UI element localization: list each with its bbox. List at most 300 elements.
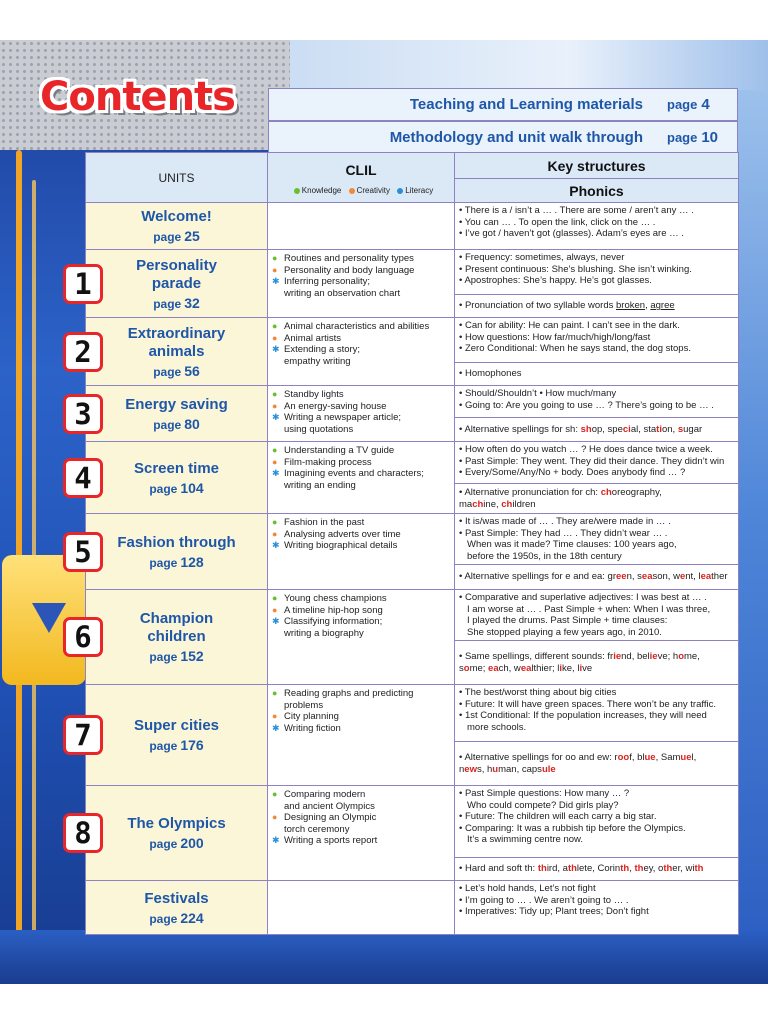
unit-name[interactable]: The Olympics [127,815,226,832]
key-structure-line: • Imperatives: Tidy up; Plant trees; Don’t fight [459,906,649,917]
unit-row[interactable] [86,514,739,565]
unit-page-number: 200 [180,835,204,851]
key-structure-line: • The best/worst thing about big cities [459,687,617,698]
unit-page-label: page [149,650,178,664]
phonics-cell [455,858,739,881]
clil-item-text: Understanding a TV guide [284,445,395,456]
phonics-line [459,651,734,663]
literacy-bullet-icon: ✱ [272,412,280,422]
knowledge-bullet-icon: ● [272,593,278,603]
key-structure-line: more schools. [467,721,527,733]
phonics-text: , [629,863,635,875]
clil-item [272,605,450,617]
key-structure-line: before the 1950s, in the 18th century [467,550,622,562]
phonics-text: ch, w [498,662,521,674]
background-top-band [270,40,768,90]
clil-item [272,688,450,700]
clil-item-text: Animal artists [284,332,342,344]
phonics-highlight: th [694,863,704,875]
phonics-text: agree [650,300,675,312]
phonics-text: lthier; l [531,662,560,674]
phonics-highlight: th [567,863,577,875]
literacy-bullet-icon: ✱ [272,468,280,478]
unit-page[interactable] [86,648,267,664]
literacy-dot-icon [397,188,403,194]
clil-item-text: Writing a newspaper article; [284,412,402,423]
phonics-text: , [645,300,651,312]
clil-item [272,812,450,824]
clil-item [272,801,450,813]
clil-item-text: Personality and body language [284,264,415,276]
phonics-highlight: i [559,662,563,674]
literacy-bullet-icon [272,628,284,640]
clil-item-text: Extending a story; [284,344,361,355]
clil-item-text: Routines and personality types [284,253,414,264]
knowledge-bullet-icon: ● [272,389,278,399]
phonics-text: me, [684,651,700,662]
clil-item-text: Film-making process [284,456,372,468]
clil-item-text: writing a biography [284,627,364,639]
key-structures-cell [455,590,739,641]
unit-page-label: page [149,911,178,926]
phonics-cell [455,742,739,786]
phonics-text: nt, l [685,571,701,583]
unit-name[interactable]: Personality [136,256,217,274]
phonics-highlight: th [663,863,673,875]
phonics-text: ugar [683,423,703,435]
key-structure-line: • How often do you watch … ? He does dance twice a week. [459,444,713,455]
creativity-dot-icon [349,188,355,194]
clil-cell [268,318,455,386]
creativity-bullet-icon: ● [272,456,278,467]
unit-name[interactable]: animals [148,342,205,360]
literacy-bullet-icon [272,424,284,436]
unit-page-label: page [149,739,178,753]
clil-cell [268,685,455,786]
unit-row[interactable] [86,318,739,363]
key-structures-cell [455,685,739,742]
phonics-highlight: sh [580,423,592,435]
clil-item [272,288,450,300]
unit-title-cell[interactable] [86,250,268,318]
creativity-bullet-icon [272,824,284,836]
unit-title-cell[interactable] [86,442,268,514]
phonics-text: • Alternative spellings for oo and ew: r [459,752,618,763]
phonics-text: ildren [512,498,536,510]
clil-item-text: Writing biographical details [284,540,398,551]
literacy-bullet-icon: ✱ [272,276,280,286]
clil-cell [268,590,455,685]
clil-item [272,265,450,277]
key-structures-cell [455,318,739,363]
knowledge-bullet-icon: ● [272,517,278,527]
phonics-text: op, spe [591,423,623,435]
clil-item-text: empathy writing [284,355,351,367]
knowledge-bullet-icon [272,801,284,813]
key-structure-line: • Going to: Are you going to use … ? There’s going to be … . [459,399,714,411]
unit-page-number: 32 [184,294,200,311]
key-structures-cell [455,203,739,250]
knowledge-bullet-icon: ● [272,789,278,799]
clil-cell [268,881,455,935]
creativity-bullet-icon: ● [272,264,278,275]
phonics-text: ey, o [643,863,664,875]
phonics-text: ve [582,662,593,674]
phonics-text: n, s [626,571,642,583]
phonics-highlight: u [492,763,499,775]
header-row-methodology[interactable] [268,121,738,154]
knowledge-bullet-icon [272,700,284,712]
key-structure-line: • There is a / isn’t a … . There are some / aren’t any … . [459,205,694,216]
clil-item [272,356,450,368]
phonics-highlight: th [620,863,630,875]
unit-page-number: 104 [180,479,204,496]
clil-item [272,412,450,424]
unit-title-cell[interactable] [86,881,268,935]
phonics-line [459,499,734,511]
unit-page-label: page [149,837,178,851]
phonics-text: nd, bel [621,651,650,662]
phonics-highlight: oo [617,752,630,763]
phonics-highlight: ci [622,423,631,435]
clil-item-text: Young chess champions [284,593,387,604]
phonics-highlight: i [579,662,583,674]
unit-title-cell[interactable] [86,590,268,685]
key-structure-line: I played the drums. Past Simple + time clauses: [467,615,668,626]
unit-page[interactable] [86,295,267,311]
key-structures-cell [455,786,739,858]
clil-item [272,468,450,480]
key-structure-line: • Can for ability: He can paint. I can’t see in the dark. [459,320,680,331]
unit-number-badge: 5 [63,532,103,572]
clil-item-text: Analysing adverts over time [284,528,401,540]
clil-item-text: City planning [284,711,339,722]
unit-name[interactable]: children [147,628,206,645]
key-structure-line: • I’m going to … . We aren’t going to … . [459,894,629,906]
unit-page-label: page [149,555,178,570]
unit-number-badge: 8 [63,813,103,853]
table-header-row [86,153,739,179]
clil-item [272,333,450,345]
key-structure-line: • Past Simple questions: How many … ? [459,788,630,799]
unit-number-badge: 7 [63,715,103,755]
phonics-highlight: o [678,651,685,662]
literacy-bullet-icon: ✱ [272,616,280,626]
unit-page-number: 224 [180,909,204,926]
phonics-text: • Alternative spellings for sh: [459,423,581,435]
unit-name[interactable]: Super cities [133,717,220,734]
phonics-highlight: s [677,423,684,435]
clil-item-text: Writing fiction [284,722,341,734]
clil-column-header: CLIL Knowledge Creativity Literacy [268,153,455,203]
key-structure-line: • Present continuous: She’s blushing. She isn’t winking. [459,263,692,275]
unit-row[interactable] [86,250,739,295]
unit-row[interactable] [86,881,739,935]
key-structures-cell [455,386,739,418]
unit-page[interactable] [86,480,267,496]
phonics-highlight: ch [600,487,612,498]
unit-name[interactable]: parade [151,274,202,292]
phonics-highlight: ie [649,651,658,662]
clil-item-text: Inferring personality; [284,276,371,287]
unit-page-number: 152 [180,648,204,664]
literacy-bullet-icon [272,288,284,300]
clil-item [272,321,450,333]
clil-item [272,253,450,265]
phonics-line [459,752,734,764]
unit-page[interactable] [86,554,267,570]
unit-number-badge: 1 [63,264,103,304]
unit-page-label: page [153,230,182,244]
phonics-line [459,424,734,436]
clil-item-text: Fashion in the past [284,517,365,528]
unit-page-number: 128 [180,553,204,570]
unit-name[interactable]: Champion [139,610,214,627]
phonics-cell [455,565,739,590]
key-structures-cell [455,881,739,935]
phonics-text: son, w [652,571,680,583]
key-structure-line: • Zero Conditional: When he says stand, the dog stops. [459,343,691,354]
key-structures-cell [455,442,739,484]
unit-title-cell[interactable] [86,203,268,250]
phonics-text: s, h [476,763,493,775]
key-structure-line: • 1st Conditional: If the population increases, they will need [459,710,707,721]
phonics-text: ird, a [546,863,568,875]
clil-item-text: Animal characteristics and abilities [284,321,430,332]
clil-item-text: Standby lights [284,389,344,400]
phonics-line [459,764,734,776]
phonics-text: ve; h [657,651,679,662]
key-structure-line: Who could compete? Did girls play? [467,799,619,811]
clil-item [272,517,450,529]
clil-item-text: torch ceremony [284,823,350,835]
phonics-text: on, [661,423,678,435]
clil-item-text: using quotations [284,423,354,435]
phonics-text: • Alternative pronunciation for ch: [459,487,601,498]
unit-title-cell[interactable] [86,786,268,881]
phonics-text: al, sta [630,423,657,435]
unit-title-cell[interactable] [86,318,268,386]
unit-name[interactable]: Welcome! [141,208,212,225]
unit-title-cell[interactable] [86,386,268,442]
header-row-teaching[interactable] [268,88,738,121]
phonics-text: • Homophones [459,368,522,380]
literacy-bullet-icon [272,356,284,368]
phonics-line [459,368,734,380]
literacy-bullet-icon: ✱ [272,344,280,354]
header-row-page: page 4 [667,96,710,113]
key-structures-column-header: Key structures [455,153,739,179]
key-structure-line: I am worse at … . Past Simple + when: When I was three, [467,603,711,615]
phonics-cell [455,484,739,514]
phonics-cell [455,295,739,318]
unit-page-number: 176 [180,737,204,753]
unit-page-number: 25 [184,228,200,244]
key-structure-line: She stopped playing a few years ago, in 2010. [467,626,662,638]
clil-item [272,711,450,723]
clil-item-text: writing an ending [284,479,356,491]
clil-item [272,389,450,401]
phonics-text: , Sam [655,752,681,763]
clil-item-text: Imagining events and characters; [284,468,424,479]
clil-item-text: writing an observation chart [284,287,401,299]
phonics-highlight: ea [488,662,499,674]
clil-item [272,401,450,413]
unit-row[interactable] [86,685,739,742]
key-structure-line: • It is/was made of … . They are/were made in … . [459,516,671,527]
key-structure-line: • Frequency: sometimes, always, never [459,252,625,263]
clil-item [272,723,450,735]
unit-name[interactable]: Fashion through [117,533,236,551]
phonics-text: oreography, [611,487,662,498]
unit-number-badge: 6 [63,617,103,657]
literacy-bullet-icon: ✱ [272,540,280,550]
phonics-text: ma [459,498,473,510]
unit-name[interactable]: Screen time [133,459,220,477]
clil-item-text: Designing an Olympic [284,812,377,823]
phonics-text: • Alternative spellings for e and ea: gr [459,571,617,583]
unit-row[interactable] [86,203,739,250]
unit-page-label: page [153,296,182,311]
clil-item [272,480,450,492]
phonics-line [459,863,734,875]
knowledge-bullet-icon: ● [272,445,278,455]
clil-item [272,616,450,628]
creativity-bullet-icon: ● [272,604,278,615]
phonics-line [459,300,734,312]
unit-title-cell[interactable] [86,514,268,590]
phonics-text: • Same spellings, different sounds: fr [459,651,614,662]
phonics-line [459,571,734,583]
clil-legend: Knowledge Creativity Literacy [268,186,454,195]
knowledge-bullet-icon: ● [272,321,278,331]
units-column-header: UNITS [86,153,268,203]
phonics-highlight: e [679,571,686,583]
phonics-cell [455,641,739,685]
phonics-highlight: ch [472,498,484,510]
clil-cell [268,386,455,442]
unit-row[interactable] [86,442,739,484]
phonics-highlight: ea [641,571,653,583]
clil-item [272,457,450,469]
clil-cell [268,203,455,250]
clil-item [272,344,450,356]
phonics-highlight: ue [644,752,656,763]
phonics-line [459,663,734,675]
phonics-highlight: ee [616,571,627,583]
unit-name[interactable]: Extraordinary [127,324,226,342]
phonics-text: er, wi [672,863,695,875]
phonics-text: • Pronunciation of two syllable words [459,300,616,312]
phonics-highlight: o [463,662,470,674]
clil-item-text: A timeline hip-hop song [284,604,383,616]
clil-item-text: problems [284,699,324,711]
unit-page-number: 56 [184,362,200,379]
unit-name[interactable]: Energy saving [125,395,228,413]
phonics-highlight: ie [613,651,622,662]
key-structure-line: • How questions: How far/much/high/long/fast [459,331,651,343]
key-structure-line: • Future: The children will each carry a big star. [459,811,657,822]
clil-item [272,424,450,436]
literacy-bullet-icon: ✱ [272,722,280,733]
phonics-highlight: ch [501,498,513,510]
phonics-highlight: ule [541,763,556,775]
clil-item [272,540,450,552]
clil-item-text: and ancient Olympics [284,800,375,812]
unit-row[interactable] [86,590,739,641]
creativity-bullet-icon: ● [272,400,278,411]
clil-item-text: Classifying information; [284,616,383,627]
unit-page[interactable] [86,910,267,926]
key-structure-line: • Future: It will have green spaces. There won’t be any traffic. [459,698,716,710]
key-structure-line: • Should/Shouldn’t • How much/many [459,388,617,399]
key-structure-line: It’s a swimming centre now. [467,834,583,845]
knowledge-dot-icon [294,188,300,194]
key-structures-cell [455,514,739,565]
clil-item [272,628,450,640]
phonics-text: me; [469,662,489,674]
literacy-bullet-icon [272,480,284,492]
contents-table [85,152,739,935]
key-structure-line: • Comparative and superlative adjectives: I was best at … . [459,592,707,603]
unit-page[interactable] [86,737,267,753]
key-structure-line: • Apostrophes: She’s happy. He’s got glasses. [459,275,652,286]
page-title: Contents [40,74,235,120]
unit-page[interactable] [86,363,267,379]
unit-page[interactable] [86,416,267,432]
clil-cell [268,514,455,590]
unit-number-badge: 3 [63,394,103,434]
key-structure-line: • You can … . To open the link, click on the … . [459,216,656,228]
clil-item [272,700,450,712]
creativity-bullet-icon: ● [272,812,278,822]
key-structure-line: • Every/Some/Any/No + body. Does anybody find … ? [459,467,686,478]
unit-title-cell[interactable] [86,685,268,786]
key-structure-line: • Let’s hold hands, Let’s not fight [459,883,596,894]
unit-name[interactable]: Festivals [144,889,209,907]
phonics-highlight: ew [464,763,477,775]
clil-item-text: Comparing modern [284,789,366,800]
key-structure-line: • Comparing: It was a rubbish tip before the Olympics. [459,822,686,834]
phonics-text: ther [711,571,728,583]
phonics-text: lete, Corin [576,863,621,875]
literacy-bullet-icon: ✱ [272,835,280,845]
unit-row[interactable] [86,386,739,418]
key-structure-line: • Past Simple: They had … . They didn’t wear … . [459,527,668,539]
phonics-cell [455,418,739,442]
phonics-text: f, bl [629,752,645,763]
clil-item [272,789,450,801]
clil-cell [268,250,455,318]
background-floor [0,930,768,984]
phonics-highlight: ue [680,752,692,763]
phonics-cell [455,363,739,386]
knowledge-bullet-icon: ● [272,688,278,698]
unit-row[interactable] [86,786,739,858]
phonics-text: ine, [483,498,502,510]
unit-page[interactable] [86,228,267,244]
phonics-text: n [459,763,465,775]
phonics-highlight: ea [520,662,532,674]
creativity-bullet-icon: ● [272,332,278,343]
unit-page-label: page [153,364,182,379]
unit-page-label: page [153,417,182,432]
clil-item [272,529,450,541]
unit-number-badge: 2 [63,332,103,372]
key-structure-line: When was it made? Time clauses: 100 years ago, [467,539,677,550]
unit-page[interactable] [86,835,267,851]
phonics-column-header: Phonics [455,179,739,203]
